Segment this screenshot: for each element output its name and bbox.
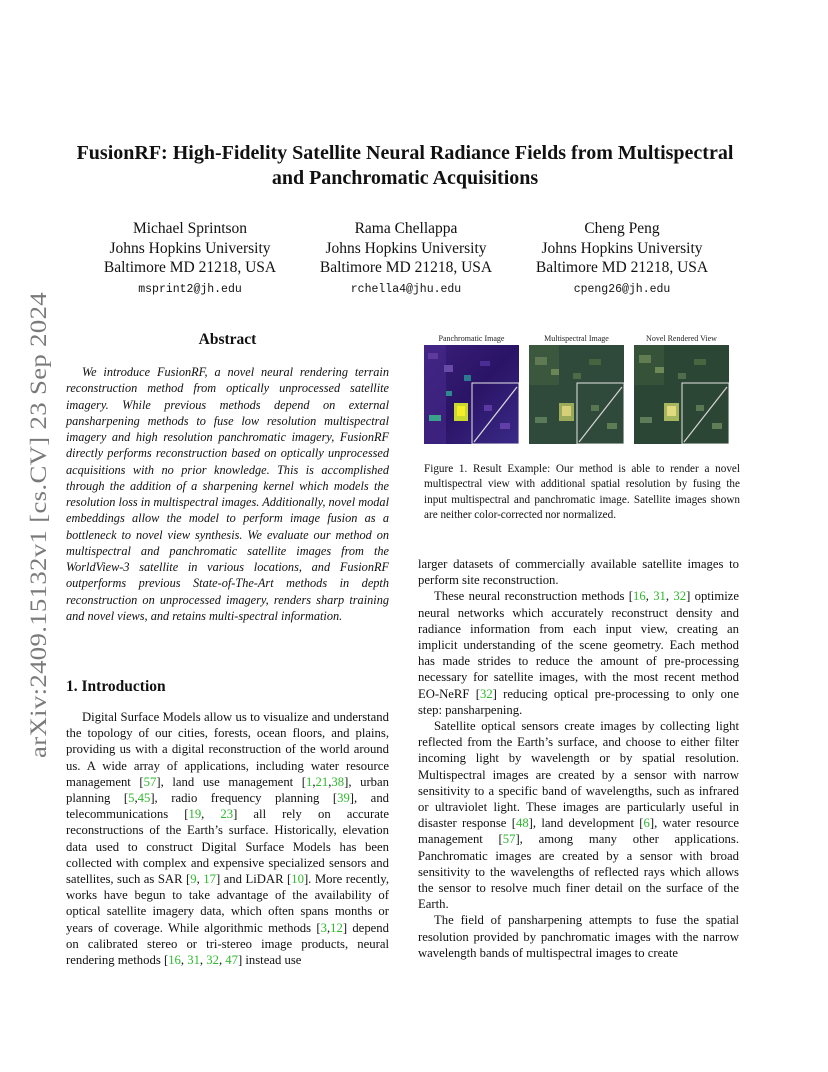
introduction-heading: 1. Introduction: [66, 678, 166, 695]
arxiv-stamp: [19, 290, 53, 760]
citation-link[interactable]: 32: [206, 953, 219, 968]
panchromatic-image: [424, 345, 519, 444]
author-address: Baltimore MD 21218, USA: [319, 259, 493, 276]
citation-link[interactable]: 21: [315, 774, 329, 789]
citation-link[interactable]: 32: [479, 686, 493, 701]
citation-link[interactable]: 39: [337, 791, 350, 806]
citation-link[interactable]: 12: [330, 920, 343, 935]
author-affiliation: Johns Hopkins University: [325, 239, 487, 257]
citation-link[interactable]: 1: [306, 774, 313, 789]
author-email[interactable]: cpeng26@jh.edu: [573, 282, 671, 296]
multispectral-image: [529, 345, 624, 444]
introduction-section: [66, 678, 389, 968]
citation-link[interactable]: 38: [331, 774, 345, 789]
paper-title: FusionRF: High-Fidelity Satellite Neural Radiance Fields from Multispectral and Panchromatic Acquisitions: [76, 142, 734, 189]
citation-link[interactable]: 31: [187, 953, 200, 968]
author-block: [80, 219, 730, 299]
citation-link[interactable]: 19: [188, 807, 202, 822]
paragraph: These neural reconstruction methods [16, 31, 32] optimize neural networks which accurately reconstruct density and radiance information from each input view, creating an implicit understanding of the scene geometry. Each method has made strides to reduce the amount of pre-processing necessary for satellite images, with the most recent method EO-NeRF [32] reducing optical pre-processing to only one step: pansharpening.: [418, 589, 739, 717]
right-column-text: [418, 556, 739, 961]
citation-link[interactable]: 23: [220, 807, 234, 822]
author-address: Baltimore MD 21218, USA: [535, 259, 709, 276]
abstract-section: [66, 331, 389, 624]
paragraph: The field of pansharpening attempts to fuse the spatial resolution provided by panchromatic images with the narrow wavelength bands of multispectral images to create: [418, 913, 739, 960]
author-name: Rama Chellappa: [354, 220, 458, 237]
author-3: [512, 219, 732, 300]
citation-link[interactable]: 3: [320, 920, 327, 935]
citation-link[interactable]: 5: [128, 791, 135, 806]
citation-link[interactable]: 47: [225, 953, 238, 968]
abstract-heading: Abstract: [198, 331, 257, 348]
citation-link[interactable]: 48: [515, 816, 529, 831]
panel-label: Multispectral Image: [544, 334, 609, 343]
citation-link[interactable]: 17: [203, 872, 216, 887]
panel-panchromatic: [424, 333, 519, 444]
citation-link[interactable]: 16: [168, 953, 181, 968]
author-email[interactable]: rchella4@jhu.edu: [350, 282, 462, 296]
citation-link[interactable]: 6: [643, 816, 650, 831]
citation-link[interactable]: 45: [137, 791, 151, 806]
citation-link[interactable]: 10: [291, 872, 304, 887]
abstract-text: We introduce FusionRF, a novel neural rendering terrain reconstruction method from optically unprocessed satellite imagery. While previous methods depend on external pansharpening methods to fuse low resolution multispectral imagery and high resolution panchromatic imagery, FusionRF directly performs reconstruction based on optically unprocessed acquisitions with no prior knowledge. This is accomplished through the addition of a sharpening kernel which models the resolution loss in multispectral images. Additionally, novel modal embeddings allow the model to perform image fusion as a bottleneck to novel view synthesis. We evaluate our method on multispectral and panchromatic satellite images from the WorldView-3 satellite in various locations, and FusionRF outperforms previous State-of-The-Art methods in depth reconstruction on unprocessed imagery, renders sharp training and novel views, and retains multi-spectral information.: [66, 365, 389, 623]
panel-novel-view: [634, 333, 729, 444]
author-address: Baltimore MD 21218, USA: [103, 259, 277, 276]
novel-rendered-view-image: [634, 345, 729, 444]
panel-label: Novel Rendered View: [646, 334, 717, 343]
introduction-paragraph: Digital Surface Models allow us to visualize and understand the topology of our cities, forests, ocean floors, and plains, providing us with a digital reconstruction of the world around us. A wide array of applications, including water resource management [57], land use management [1,21,38], urban planning [5,45], radio frequency planning [39], and telecommunications [19, 23] all rely on accurate reconstructions of the Earth’s surface. Historically, elevation data used to construct Digital Surface Models has been collected with complex and expensive specialized sensors and satellites, such as SAR [9, 17] and LiDAR [10]. More recently, works have begun to take advantage of the availability of optical satellite imagery data, which often spans months or years of coverage. While algorithmic methods [3,12] depend on calibrated stereo or tri-stereo image products, neural rendering methods [16, 31, 32, 47] instead use: [66, 710, 390, 968]
citation-link[interactable]: 57: [143, 774, 157, 789]
arxiv-identifier: arXiv:2409.15132v1 [cs.CV] 23 Sep 2024: [26, 356, 51, 758]
author-name: Michael Sprintson: [132, 220, 248, 237]
figure-panels: [424, 333, 734, 453]
citation-link[interactable]: 57: [502, 832, 516, 847]
paragraph: Satellite optical sensors create images by collecting light reflected from the Earth’s surface, and choose to either filter incoming light by wavelength or by spatial resolution. Multispectral images are created by a sensor with narrow sensitivity to a specific band of wavelengths, such as infrared or ultraviolet light. These images are particularly useful in disaster response [48], land development [6], water resource management [57], among many other applications. Panchromatic images are created by a sensor with broad sensitivity to the wavelengths of reflected rays which allows the sensor to resolve much finer detail on the surface of the Earth.: [418, 719, 739, 912]
citation-link[interactable]: 31: [653, 589, 666, 604]
paragraph: larger datasets of commercially available satellite images to perform site reconstruction.: [418, 557, 739, 588]
author-email[interactable]: msprint2@jh.edu: [138, 282, 242, 296]
figure-1: [424, 333, 740, 522]
citation-link[interactable]: 16: [633, 589, 646, 604]
figure-caption: Figure 1. Result Example: Our method is able to render a novel multispectral view with additional spatial resolution by fusing the input multispectral and panchromatic image. Satellite images shown are neither color-corrected nor normalized.: [424, 463, 740, 522]
panel-multispectral: [529, 333, 624, 444]
author-1: [80, 219, 300, 300]
citation-link[interactable]: 32: [673, 589, 687, 604]
author-name: Cheng Peng: [584, 220, 660, 237]
author-affiliation: Johns Hopkins University: [109, 239, 271, 257]
panel-label: Panchromatic Image: [438, 334, 505, 343]
author-affiliation: Johns Hopkins University: [541, 239, 703, 257]
author-2: [296, 219, 516, 300]
citation-link[interactable]: 9: [190, 872, 197, 887]
